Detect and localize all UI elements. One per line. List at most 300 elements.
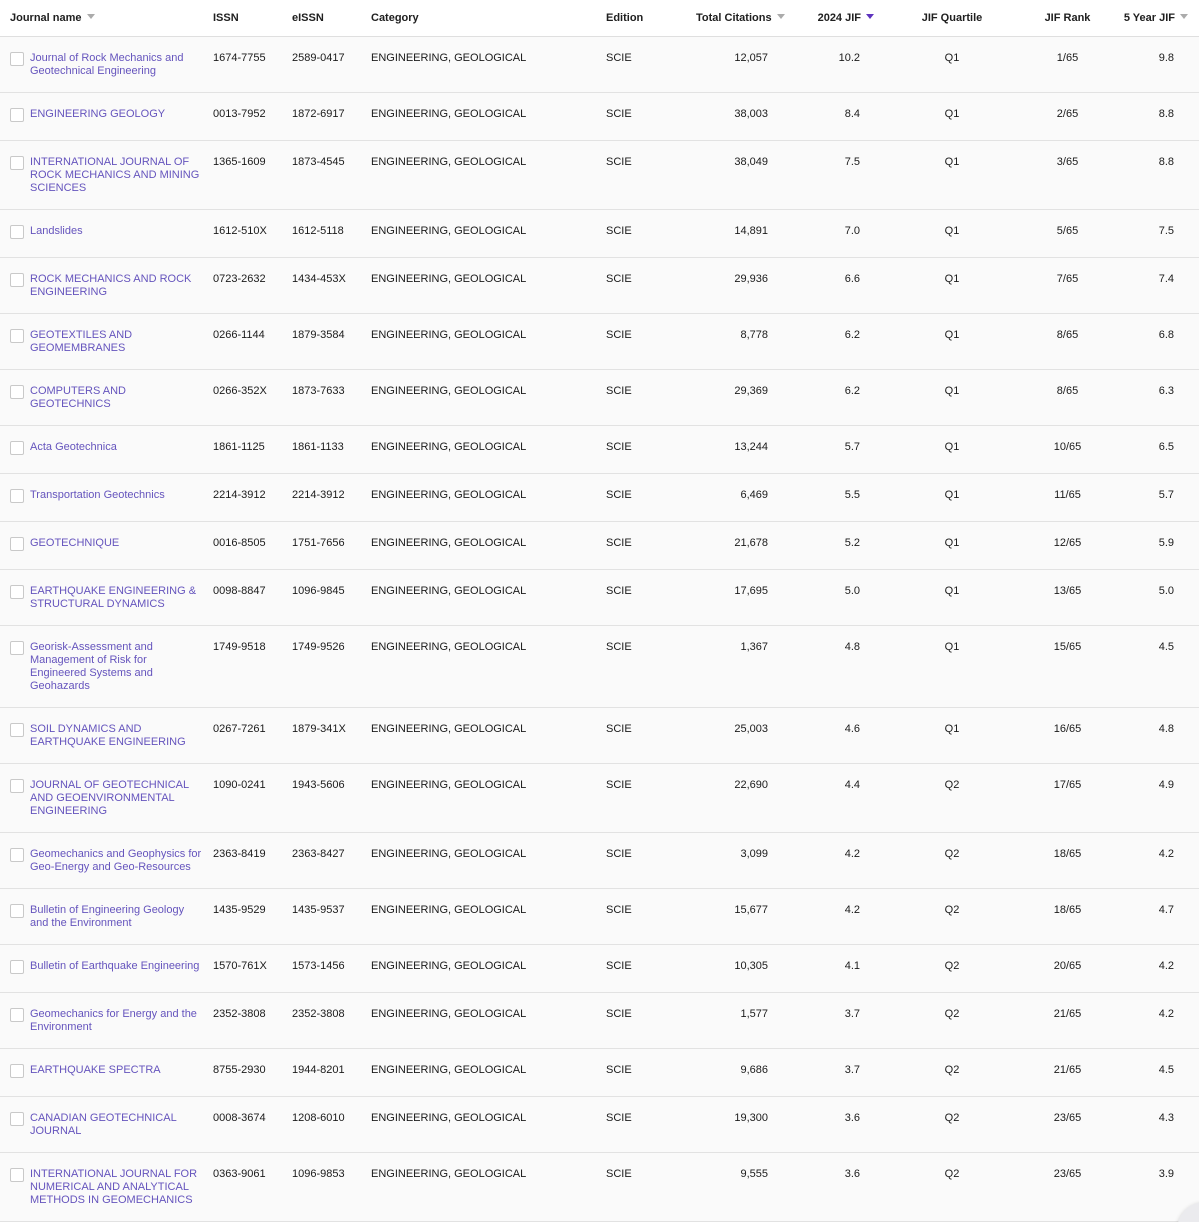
jif-rank-cell: 3/65 — [1030, 140, 1105, 209]
eissn-cell: 1873-7633 — [292, 369, 371, 425]
five-year-jif-cell: 8.8 — [1105, 92, 1199, 140]
column-label-category: Category — [371, 11, 419, 24]
row-checkbox[interactable] — [10, 385, 24, 399]
column-header-category — [371, 0, 606, 36]
table-row — [0, 369, 1199, 425]
jif-2024-cell: 6.2 — [782, 313, 874, 369]
journal-name-link[interactable]: INTERNATIONAL JOURNAL FOR NUMERICAL AND ANALYTICAL METHODS IN GEOMECHANICS — [30, 1167, 198, 1206]
jif-2024-cell: 5.0 — [782, 569, 874, 625]
journal-name-link[interactable]: Transportation Geotechnics — [30, 488, 165, 501]
column-header-2024-jif[interactable] — [782, 0, 874, 36]
five-year-jif-cell: 9.8 — [1105, 36, 1199, 92]
jif-rank-cell: 10/65 — [1030, 425, 1105, 473]
jif-quartile-cell: Q1 — [874, 140, 1030, 209]
row-checkbox[interactable] — [10, 537, 24, 551]
table-row — [0, 1152, 1199, 1221]
category-cell: ENGINEERING, GEOLOGICAL — [371, 1152, 606, 1221]
total-citations-cell: 19,300 — [696, 1096, 782, 1152]
jif-quartile-cell: Q2 — [874, 1096, 1030, 1152]
total-citations-cell: 17,695 — [696, 569, 782, 625]
table-row — [0, 140, 1199, 209]
eissn-cell: 1872-6917 — [292, 92, 371, 140]
five-year-jif-cell: 4.2 — [1105, 944, 1199, 992]
total-citations-cell: 38,049 — [696, 140, 782, 209]
edition-cell: SCIE — [606, 313, 696, 369]
jif-quartile-cell: Q1 — [874, 473, 1030, 521]
row-checkbox[interactable] — [10, 1168, 24, 1182]
journal-name-link[interactable]: ROCK MECHANICS AND ROCK ENGINEERING — [30, 272, 192, 298]
total-citations-cell: 29,369 — [696, 369, 782, 425]
jif-rank-cell: 8/65 — [1030, 369, 1105, 425]
column-label-jif-quartile: JIF Quartile — [921, 11, 983, 24]
table-row — [0, 944, 1199, 992]
table-row — [0, 888, 1199, 944]
five-year-jif-cell: 6.3 — [1105, 369, 1199, 425]
issn-cell: 0723-2632 — [213, 257, 292, 313]
edition-cell: SCIE — [606, 763, 696, 832]
five-year-jif-cell: 4.9 — [1105, 763, 1199, 832]
checkbox-cell — [0, 888, 30, 944]
jif-quartile-cell: Q1 — [874, 36, 1030, 92]
journal-name-link[interactable]: Bulletin of Engineering Geology and the Environment — [30, 903, 185, 929]
column-label-total-citations: Total Citations — [696, 11, 772, 24]
journal-name-cell — [30, 888, 213, 944]
issn-cell: 8755-2930 — [213, 1048, 292, 1096]
five-year-jif-cell: 3.9 — [1105, 1152, 1199, 1221]
checkbox-cell — [0, 1152, 30, 1221]
issn-cell: 0266-1144 — [213, 313, 292, 369]
issn-cell: 1365-1609 — [213, 140, 292, 209]
journal-name-cell — [30, 1096, 213, 1152]
checkbox-cell — [0, 707, 30, 763]
journal-name-link[interactable]: ENGINEERING GEOLOGY — [30, 107, 166, 120]
edition-cell: SCIE — [606, 1152, 696, 1221]
column-label-journal-name: Journal name — [10, 11, 82, 24]
table-row — [0, 313, 1199, 369]
sort-descending-active-icon — [866, 14, 874, 19]
jif-rank-cell: 23/65 — [1030, 1096, 1105, 1152]
journal-name-link[interactable]: JOURNAL OF GEOTECHNICAL AND GEOENVIRONMENTAL ENGINEERING — [30, 778, 189, 817]
total-citations-cell: 38,003 — [696, 92, 782, 140]
jif-2024-cell: 5.7 — [782, 425, 874, 473]
table-body — [0, 36, 1199, 1221]
total-citations-cell: 10,305 — [696, 944, 782, 992]
total-citations-cell: 21,678 — [696, 521, 782, 569]
category-cell: ENGINEERING, GEOLOGICAL — [371, 1096, 606, 1152]
five-year-jif-cell: 8.8 — [1105, 140, 1199, 209]
row-checkbox[interactable] — [10, 723, 24, 737]
category-cell: ENGINEERING, GEOLOGICAL — [371, 521, 606, 569]
checkbox-cell — [0, 1048, 30, 1096]
row-checkbox[interactable] — [10, 641, 24, 655]
column-header-5-year-jif[interactable] — [1105, 0, 1199, 36]
journal-name-cell — [30, 569, 213, 625]
edition-cell: SCIE — [606, 521, 696, 569]
total-citations-cell: 22,690 — [696, 763, 782, 832]
jif-quartile-cell: Q2 — [874, 1048, 1030, 1096]
five-year-jif-cell: 4.5 — [1105, 625, 1199, 707]
row-checkbox[interactable] — [10, 960, 24, 974]
five-year-jif-cell: 7.5 — [1105, 209, 1199, 257]
five-year-jif-cell: 5.0 — [1105, 569, 1199, 625]
table-row — [0, 763, 1199, 832]
journal-name-link[interactable]: INTERNATIONAL JOURNAL OF ROCK MECHANICS AND MINING SCIENCES — [30, 155, 200, 194]
edition-cell: SCIE — [606, 369, 696, 425]
row-checkbox[interactable] — [10, 329, 24, 343]
row-checkbox[interactable] — [10, 779, 24, 793]
five-year-jif-cell: 4.2 — [1105, 832, 1199, 888]
journal-name-cell — [30, 992, 213, 1048]
jif-quartile-cell: Q1 — [874, 209, 1030, 257]
row-checkbox[interactable] — [10, 848, 24, 862]
issn-cell: 1861-1125 — [213, 425, 292, 473]
journal-name-cell — [30, 944, 213, 992]
total-citations-cell: 14,891 — [696, 209, 782, 257]
total-citations-cell: 8,778 — [696, 313, 782, 369]
journal-name-cell — [30, 1048, 213, 1096]
journal-name-cell — [30, 425, 213, 473]
eissn-cell: 2214-3912 — [292, 473, 371, 521]
checkbox-cell — [0, 1096, 30, 1152]
edition-cell: SCIE — [606, 832, 696, 888]
eissn-cell: 1208-6010 — [292, 1096, 371, 1152]
jif-rank-cell: 1/65 — [1030, 36, 1105, 92]
jif-quartile-cell: Q2 — [874, 992, 1030, 1048]
jif-quartile-cell: Q1 — [874, 569, 1030, 625]
five-year-jif-cell: 4.7 — [1105, 888, 1199, 944]
eissn-cell: 1879-3584 — [292, 313, 371, 369]
jif-rank-cell: 12/65 — [1030, 521, 1105, 569]
issn-cell: 1674-7755 — [213, 36, 292, 92]
category-cell: ENGINEERING, GEOLOGICAL — [371, 992, 606, 1048]
eissn-cell: 2589-0417 — [292, 36, 371, 92]
jif-2024-cell: 7.5 — [782, 140, 874, 209]
issn-cell: 2363-8419 — [213, 832, 292, 888]
total-citations-cell: 1,367 — [696, 625, 782, 707]
column-label-edition: Edition — [606, 11, 644, 24]
jif-rank-cell: 16/65 — [1030, 707, 1105, 763]
checkbox-cell — [0, 992, 30, 1048]
checkbox-cell — [0, 313, 30, 369]
edition-cell: SCIE — [606, 944, 696, 992]
jif-rank-cell: 18/65 — [1030, 832, 1105, 888]
five-year-jif-cell: 7.4 — [1105, 257, 1199, 313]
edition-cell: SCIE — [606, 569, 696, 625]
column-label-5-year-jif: 5 Year JIF — [1123, 11, 1175, 24]
eissn-cell: 1435-9537 — [292, 888, 371, 944]
jif-2024-cell: 4.2 — [782, 832, 874, 888]
category-cell: ENGINEERING, GEOLOGICAL — [371, 1048, 606, 1096]
issn-cell: 0008-3674 — [213, 1096, 292, 1152]
jif-rank-cell: 2/65 — [1030, 92, 1105, 140]
jif-rank-cell: 21/65 — [1030, 992, 1105, 1048]
row-checkbox[interactable] — [10, 489, 24, 503]
column-label-issn: ISSN — [213, 11, 239, 24]
journal-name-cell — [30, 257, 213, 313]
table-row — [0, 92, 1199, 140]
jif-rank-cell: 18/65 — [1030, 888, 1105, 944]
journal-name-link[interactable]: Geomechanics for Energy and the Environment — [30, 1007, 197, 1033]
sort-descending-icon — [1180, 14, 1188, 19]
category-cell: ENGINEERING, GEOLOGICAL — [371, 209, 606, 257]
issn-cell: 1570-761X — [213, 944, 292, 992]
eissn-cell: 1751-7656 — [292, 521, 371, 569]
eissn-cell: 1749-9526 — [292, 625, 371, 707]
sort-descending-icon — [777, 14, 785, 19]
eissn-cell: 1573-1456 — [292, 944, 371, 992]
category-cell: ENGINEERING, GEOLOGICAL — [371, 944, 606, 992]
eissn-cell: 1943-5606 — [292, 763, 371, 832]
issn-cell: 0267-7261 — [213, 707, 292, 763]
jif-quartile-cell: Q1 — [874, 521, 1030, 569]
checkbox-cell — [0, 763, 30, 832]
edition-cell: SCIE — [606, 473, 696, 521]
issn-cell: 0016-8505 — [213, 521, 292, 569]
table-row — [0, 209, 1199, 257]
row-checkbox[interactable] — [10, 108, 24, 122]
five-year-jif-cell: 5.7 — [1105, 473, 1199, 521]
issn-cell: 1435-9529 — [213, 888, 292, 944]
jif-2024-cell: 3.6 — [782, 1096, 874, 1152]
total-citations-cell: 13,244 — [696, 425, 782, 473]
table-row — [0, 1048, 1199, 1096]
column-label-jif-rank: JIF Rank — [1044, 11, 1091, 24]
category-cell: ENGINEERING, GEOLOGICAL — [371, 473, 606, 521]
row-checkbox[interactable] — [10, 441, 24, 455]
journal-name-cell — [30, 707, 213, 763]
total-citations-cell: 25,003 — [696, 707, 782, 763]
issn-cell: 2352-3808 — [213, 992, 292, 1048]
journal-name-link[interactable]: EARTHQUAKE SPECTRA — [30, 1063, 161, 1076]
edition-cell: SCIE — [606, 707, 696, 763]
column-header-eissn — [292, 0, 371, 36]
table-row — [0, 569, 1199, 625]
issn-cell: 0013-7952 — [213, 92, 292, 140]
journal-name-link[interactable]: CANADIAN GEOTECHNICAL JOURNAL — [30, 1111, 177, 1137]
jif-quartile-cell: Q2 — [874, 763, 1030, 832]
column-header-journal-name[interactable] — [0, 0, 213, 36]
jif-quartile-cell: Q1 — [874, 625, 1030, 707]
checkbox-cell — [0, 521, 30, 569]
edition-cell: SCIE — [606, 36, 696, 92]
issn-cell: 0363-9061 — [213, 1152, 292, 1221]
row-checkbox[interactable] — [10, 1008, 24, 1022]
jif-rank-cell: 23/65 — [1030, 1152, 1105, 1221]
jif-rank-cell: 20/65 — [1030, 944, 1105, 992]
sort-descending-icon — [87, 14, 95, 19]
edition-cell: SCIE — [606, 257, 696, 313]
journal-name-link[interactable]: Journal of Rock Mechanics and Geotechnical Engineering — [30, 51, 184, 77]
edition-cell: SCIE — [606, 92, 696, 140]
total-citations-cell: 1,577 — [696, 992, 782, 1048]
total-citations-cell: 29,936 — [696, 257, 782, 313]
jif-2024-cell: 3.7 — [782, 992, 874, 1048]
jif-rank-cell: 5/65 — [1030, 209, 1105, 257]
jif-2024-cell: 4.4 — [782, 763, 874, 832]
journal-name-cell — [30, 209, 213, 257]
five-year-jif-cell: 6.8 — [1105, 313, 1199, 369]
column-header-issn — [213, 0, 292, 36]
eissn-cell: 1944-8201 — [292, 1048, 371, 1096]
total-citations-cell: 9,686 — [696, 1048, 782, 1096]
journal-name-link[interactable]: GEOTECHNIQUE — [30, 536, 120, 549]
journal-name-link[interactable]: Landslides — [30, 224, 83, 237]
checkbox-cell — [0, 832, 30, 888]
checkbox-cell — [0, 209, 30, 257]
edition-cell: SCIE — [606, 425, 696, 473]
jif-2024-cell: 5.5 — [782, 473, 874, 521]
total-citations-cell: 15,677 — [696, 888, 782, 944]
edition-cell: SCIE — [606, 625, 696, 707]
edition-cell: SCIE — [606, 992, 696, 1048]
journal-name-link[interactable]: COMPUTERS AND GEOTECHNICS — [30, 384, 126, 410]
table-row — [0, 521, 1199, 569]
jif-quartile-cell: Q1 — [874, 257, 1030, 313]
column-header-total-citations[interactable] — [696, 0, 782, 36]
five-year-jif-cell: 4.5 — [1105, 1048, 1199, 1096]
jif-rank-cell: 17/65 — [1030, 763, 1105, 832]
jif-rank-cell: 8/65 — [1030, 313, 1105, 369]
journal-name-link[interactable]: Bulletin of Earthquake Engineering — [30, 959, 200, 972]
eissn-cell: 1873-4545 — [292, 140, 371, 209]
eissn-cell: 2352-3808 — [292, 992, 371, 1048]
column-label-eissn: eISSN — [292, 11, 324, 24]
journal-name-cell — [30, 832, 213, 888]
category-cell: ENGINEERING, GEOLOGICAL — [371, 707, 606, 763]
row-checkbox[interactable] — [10, 156, 24, 170]
jif-2024-cell: 4.1 — [782, 944, 874, 992]
category-cell: ENGINEERING, GEOLOGICAL — [371, 140, 606, 209]
table-row — [0, 707, 1199, 763]
jif-2024-cell: 5.2 — [782, 521, 874, 569]
edition-cell: SCIE — [606, 1096, 696, 1152]
journal-name-link[interactable]: GEOTEXTILES AND GEOMEMBRANES — [30, 328, 133, 354]
table-row — [0, 473, 1199, 521]
checkbox-cell — [0, 92, 30, 140]
jif-quartile-cell: Q1 — [874, 313, 1030, 369]
jif-quartile-cell: Q2 — [874, 1152, 1030, 1221]
journal-name-cell — [30, 140, 213, 209]
table-row — [0, 425, 1199, 473]
jif-quartile-cell: Q2 — [874, 944, 1030, 992]
jif-rank-cell: 21/65 — [1030, 1048, 1105, 1096]
row-checkbox[interactable] — [10, 904, 24, 918]
category-cell: ENGINEERING, GEOLOGICAL — [371, 832, 606, 888]
category-cell: ENGINEERING, GEOLOGICAL — [371, 763, 606, 832]
table-header — [0, 0, 1199, 36]
jif-2024-cell: 6.6 — [782, 257, 874, 313]
five-year-jif-cell: 4.3 — [1105, 1096, 1199, 1152]
category-cell: ENGINEERING, GEOLOGICAL — [371, 569, 606, 625]
five-year-jif-cell: 4.2 — [1105, 992, 1199, 1048]
journal-name-cell — [30, 521, 213, 569]
jif-rank-cell: 13/65 — [1030, 569, 1105, 625]
table-row — [0, 257, 1199, 313]
jif-quartile-cell: Q1 — [874, 369, 1030, 425]
checkbox-cell — [0, 473, 30, 521]
eissn-cell: 1096-9853 — [292, 1152, 371, 1221]
edition-cell: SCIE — [606, 1048, 696, 1096]
jif-2024-cell: 4.2 — [782, 888, 874, 944]
journal-name-link[interactable]: Geomechanics and Geophysics for Geo-Energy and Geo-Resources — [30, 847, 202, 873]
jif-2024-cell: 3.7 — [782, 1048, 874, 1096]
journal-name-cell — [30, 473, 213, 521]
five-year-jif-cell: 6.5 — [1105, 425, 1199, 473]
five-year-jif-cell: 5.9 — [1105, 521, 1199, 569]
checkbox-cell — [0, 257, 30, 313]
journal-name-cell — [30, 36, 213, 92]
column-label-2024-jif: 2024 JIF — [817, 11, 861, 24]
eissn-cell: 2363-8427 — [292, 832, 371, 888]
category-cell: ENGINEERING, GEOLOGICAL — [371, 625, 606, 707]
edition-cell: SCIE — [606, 209, 696, 257]
issn-cell: 1090-0241 — [213, 763, 292, 832]
row-checkbox[interactable] — [10, 273, 24, 287]
eissn-cell: 1879-341X — [292, 707, 371, 763]
jif-rank-cell: 7/65 — [1030, 257, 1105, 313]
issn-cell: 0266-352X — [213, 369, 292, 425]
eissn-cell: 1612-5118 — [292, 209, 371, 257]
checkbox-cell — [0, 36, 30, 92]
journal-name-link[interactable]: Georisk-Assessment and Management of Risk for Engineered Systems and Geohazards — [30, 640, 153, 692]
column-header-edition — [606, 0, 696, 36]
jif-quartile-cell: Q2 — [874, 832, 1030, 888]
category-cell: ENGINEERING, GEOLOGICAL — [371, 888, 606, 944]
eissn-cell: 1434-453X — [292, 257, 371, 313]
jif-2024-cell: 4.8 — [782, 625, 874, 707]
eissn-cell: 1096-9845 — [292, 569, 371, 625]
category-cell: ENGINEERING, GEOLOGICAL — [371, 92, 606, 140]
journal-name-cell — [30, 369, 213, 425]
column-header-jif-quartile — [874, 0, 1030, 36]
category-cell: ENGINEERING, GEOLOGICAL — [371, 369, 606, 425]
checkbox-cell — [0, 944, 30, 992]
category-cell: ENGINEERING, GEOLOGICAL — [371, 36, 606, 92]
jif-2024-cell: 4.6 — [782, 707, 874, 763]
journal-name-cell — [30, 313, 213, 369]
total-citations-cell: 6,469 — [696, 473, 782, 521]
jif-2024-cell: 10.2 — [782, 36, 874, 92]
edition-cell: SCIE — [606, 888, 696, 944]
checkbox-cell — [0, 569, 30, 625]
checkbox-cell — [0, 140, 30, 209]
journal-name-link[interactable]: Acta Geotechnica — [30, 440, 117, 453]
row-checkbox[interactable] — [10, 225, 24, 239]
row-checkbox[interactable] — [10, 1112, 24, 1126]
jif-rank-cell: 15/65 — [1030, 625, 1105, 707]
category-cell: ENGINEERING, GEOLOGICAL — [371, 257, 606, 313]
issn-cell: 1612-510X — [213, 209, 292, 257]
jif-2024-cell: 8.4 — [782, 92, 874, 140]
column-header-jif-rank — [1030, 0, 1105, 36]
jif-2024-cell: 7.0 — [782, 209, 874, 257]
journal-name-link[interactable]: SOIL DYNAMICS AND EARTHQUAKE ENGINEERING — [30, 722, 186, 748]
jif-2024-cell: 6.2 — [782, 369, 874, 425]
issn-cell: 1749-9518 — [213, 625, 292, 707]
journal-name-link[interactable]: EARTHQUAKE ENGINEERING & STRUCTURAL DYNAMICS — [30, 584, 197, 610]
category-cell: ENGINEERING, GEOLOGICAL — [371, 425, 606, 473]
table-row — [0, 36, 1199, 92]
edition-cell: SCIE — [606, 140, 696, 209]
row-checkbox[interactable] — [10, 52, 24, 66]
checkbox-cell — [0, 625, 30, 707]
row-checkbox[interactable] — [10, 1064, 24, 1078]
issn-cell: 0098-8847 — [213, 569, 292, 625]
jif-quartile-cell: Q1 — [874, 92, 1030, 140]
jif-quartile-cell: Q1 — [874, 425, 1030, 473]
row-checkbox[interactable] — [10, 585, 24, 599]
table-row — [0, 625, 1199, 707]
